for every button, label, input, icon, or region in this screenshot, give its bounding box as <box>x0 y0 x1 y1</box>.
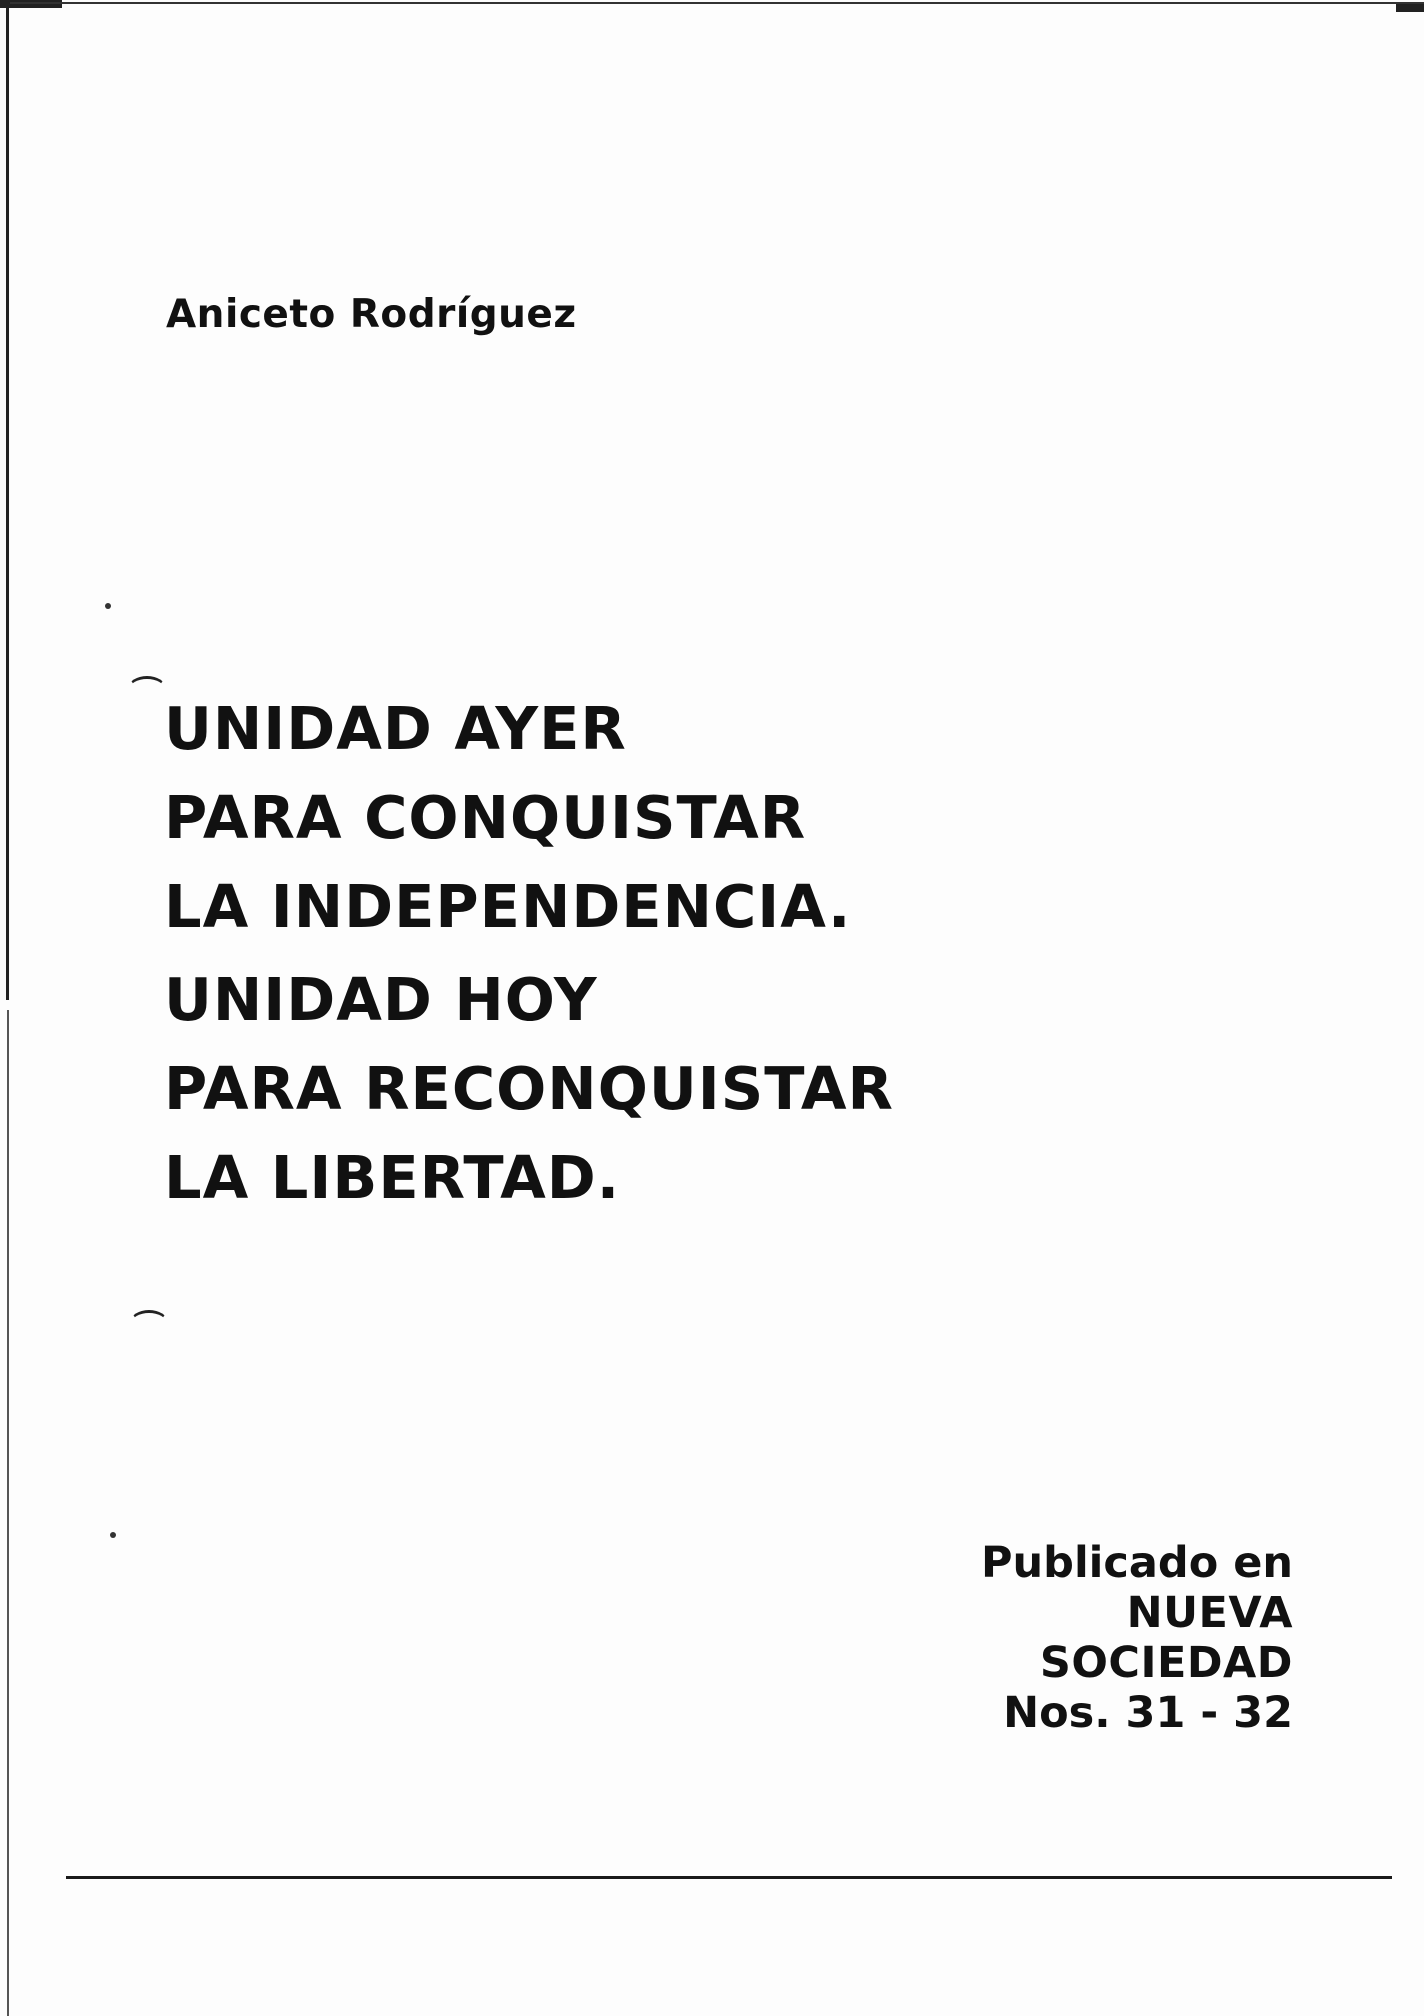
headline-line: UNIDAD HOY <box>164 965 598 1034</box>
publication-intro: Publicado en <box>981 1538 1293 1588</box>
scan-speck <box>110 1532 116 1538</box>
scan-edge-left <box>6 0 9 1000</box>
scan-edge-mark <box>1396 4 1424 12</box>
headline-line: UNIDAD AYER <box>164 694 627 763</box>
punch-hole-mark <box>128 676 166 701</box>
headline-line: LA INDEPENDENCIA. <box>164 872 852 941</box>
publication-credit <box>981 1538 1293 1738</box>
issue-numbers: Nos. 31 - 32 <box>1003 1688 1293 1738</box>
scan-edge-left <box>7 1010 9 2016</box>
horizontal-rule <box>66 1876 1392 1879</box>
magazine-name-line2: SOCIEDAD <box>1039 1638 1293 1688</box>
headline-line: PARA RECONQUISTAR <box>164 1054 894 1123</box>
author-name: Aniceto Rodríguez <box>166 292 577 337</box>
magazine-name-line1: NUEVA <box>1126 1588 1293 1638</box>
headline <box>164 684 894 1222</box>
headline-line: PARA CONQUISTAR <box>164 783 807 852</box>
headline-line: LA LIBERTAD. <box>164 1143 621 1212</box>
scan-speck <box>105 603 111 609</box>
scan-edge-top <box>10 2 1424 4</box>
punch-hole-mark <box>130 1310 168 1335</box>
